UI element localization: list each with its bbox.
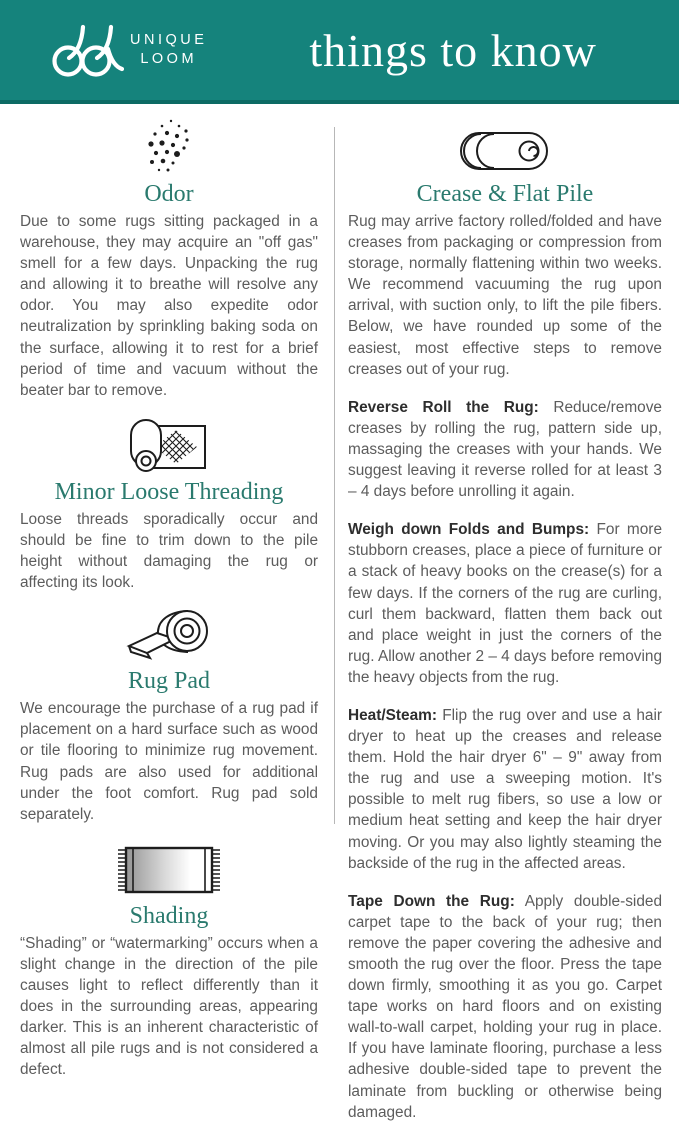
tip-label: Heat/Steam: <box>348 706 437 724</box>
section-body: Rug may arrive factory rolled/folded and have creases from packaging or compression from storage, normally flattening within two weeks. We recommend vacuuming the rug upon arrival, with suction only, to lift the pile fibers. Below, we have rounded up some of the easiest, most effective steps to remove creases out of your rug. <box>348 213 662 378</box>
section-heading: Minor Loose Threading <box>54 478 284 505</box>
partially-rolled-rug-icon <box>20 418 318 472</box>
tip-label: Tape Down the Rug: <box>348 892 515 910</box>
brand <box>50 19 207 81</box>
section-body: “Shading” or “watermarking” occurs when a slight change in the direction of the pile causes light to reflect differently than it does in the surrounding areas, appearing darker. This is an inherent characteristic of almost all pile rugs and is not considered a defect. <box>20 934 318 1079</box>
tip-body: Apply double-sided carpet tape to the back of your rug; then remove the paper covering the adhesive and smooth the rug over the floor. Press the tape down firmly, smoothing it as you go. Carpet tape works on hard floors and on existing wall-to-wall carpet, holding your rug in place. If you have laminate flooring, purchase a less adhesive double-sided tape to prevent the laminate from buckling or otherwise being damaged. <box>348 892 663 1121</box>
section-odor <box>20 118 318 401</box>
section-crease-flat-pile <box>348 128 662 380</box>
page-title: things to know <box>309 24 597 76</box>
section-heading: Rug Pad <box>127 668 210 695</box>
brand-line1: UNIQUE <box>130 32 208 49</box>
tip-body: Flip the rug over and use a hair dryer to heat up the creases and release them. Hold the hair dryer 6" – 9" away from the rug and use a sweeping motion. It's possible to melt rug fibers, so use a low or medium heat setting and keep the hair dryer moving. Or you may also lightly steaming the backside of the rug in the affected areas. <box>348 706 662 872</box>
unique-loom-logo-icon <box>50 19 124 81</box>
tip-body: For more stubborn creases, place a piece of furniture or a stack of heavy books on the crease(s) for a few days. If the corners of the rug are curling, curl them backward, flatten them back out and place weight in just the corners of the rug. Allow another 2 – 4 days before removing the heavy objects from the rug. <box>348 521 662 686</box>
tip-reverse-roll <box>348 397 662 502</box>
section-body: Due to some rugs sitting packaged in a warehouse, they may acquire an "off gas" smell for a few days. Unpacking the rug and allowing it to breathe will resolve any odor. You may also expedite odor neutralization by sprinkling baking soda on the surface, allowing it to rest for a brief period of time and vacuum without the beater bar to remove. <box>20 213 318 399</box>
odor-dots-icon <box>20 118 318 174</box>
rolled-rug-spiral-icon <box>348 128 662 174</box>
column-divider <box>334 127 335 824</box>
tip-label: Weigh down Folds and Bumps: <box>348 521 590 539</box>
tip-tape-down <box>348 891 662 1123</box>
section-minor-loose-threading <box>20 418 318 593</box>
brand-line2: LOOM <box>140 51 198 67</box>
page-header <box>0 0 679 104</box>
rug-pad-roll-icon <box>20 605 318 661</box>
tip-body: Reduce/remove creases by rolling the rug, pattern side up, massaging the creases with your hands. We suggest leaving it reverse rolled for at least 3 – 4 days before unrolling it again. <box>348 398 662 501</box>
tip-heat-steam <box>348 705 662 874</box>
content <box>0 104 679 1123</box>
brand-name <box>130 31 207 69</box>
tip-label: Reverse Roll the Rug: <box>348 398 539 416</box>
right-column <box>334 104 679 1123</box>
section-shading <box>20 846 318 1081</box>
tip-weigh-down <box>348 519 662 688</box>
section-heading: Shading <box>129 902 209 929</box>
section-rug-pad <box>20 605 318 825</box>
shaded-rug-icon <box>20 846 318 896</box>
section-body: We encourage the purchase of a rug pad if placement on a hard surface such as wood or tile flooring to minimize rug movement. Rug pads are also used for additional under the foot comfort. Rug pad sold separately. <box>20 700 318 823</box>
section-body: Loose threads sporadically occur and should be fine to trim down to the pile height without damaging the rug or affecting its look. <box>20 510 318 592</box>
section-heading: Crease & Flat Pile <box>416 181 594 207</box>
section-heading: Odor <box>144 181 194 207</box>
left-column <box>0 104 334 1123</box>
